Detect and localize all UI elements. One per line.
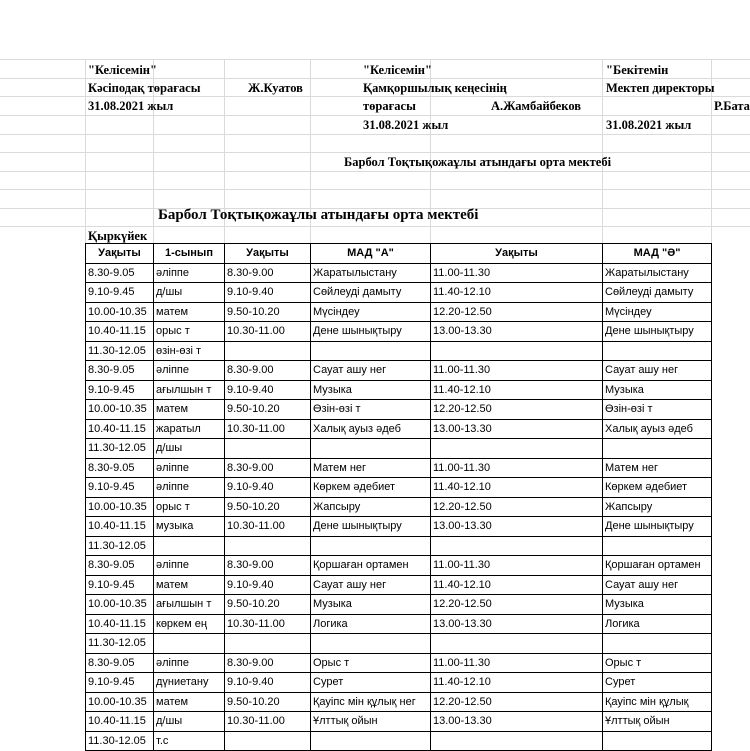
cell-group-a: Музыка: [311, 380, 431, 400]
cell-time-1: 11.30-12.05: [86, 731, 154, 751]
school-name-title: Барбол Тоқтықожаұлы атындағы орта мектебі: [158, 207, 479, 223]
header-time-2: Уақыты: [225, 244, 311, 264]
cell-time-1: 8.30-9.05: [86, 653, 154, 673]
header-group-ae: МАД "Ә": [603, 244, 712, 264]
approval-left-name: Ж.Куатов: [248, 81, 303, 95]
cell-class-1: орыс т: [154, 322, 225, 342]
cell-class-1: әліппе: [154, 458, 225, 478]
cell-group-ae: Дене шынықтыру: [603, 517, 712, 537]
cell-group-ae: [603, 731, 712, 751]
cell-group-a: Сөйлеудi дамыту: [311, 283, 431, 303]
cell-class-1: матем: [154, 692, 225, 712]
cell-group-a: Көркем әдебиет: [311, 478, 431, 498]
cell-class-1: ағылшын т: [154, 380, 225, 400]
cell-group-a: Қоршаған ортамен: [311, 556, 431, 576]
schedule-body: [86, 263, 712, 751]
cell-group-a: Сауат ашу нег: [311, 361, 431, 381]
table-row: [86, 419, 712, 439]
cell-class-1: д/шы: [154, 283, 225, 303]
cell-time-2: [225, 439, 311, 459]
cell-time-2: 9.50-10.20: [225, 595, 311, 615]
cell-time-3: [431, 439, 603, 459]
approval-middle-position-line2: төрағасы: [363, 99, 416, 113]
cell-time-1: 11.30-12.05: [86, 341, 154, 361]
table-row: [86, 653, 712, 673]
cell-group-ae: Қоршаған ортамен: [603, 556, 712, 576]
table-row: [86, 731, 712, 751]
cell-time-2: 8.30-9.00: [225, 653, 311, 673]
approval-left-position: Кәсіподақ төрағасы: [88, 81, 201, 95]
cell-class-1: дүниетану: [154, 673, 225, 693]
cell-group-a: Сурет: [311, 673, 431, 693]
cell-time-2: 10.30-11.00: [225, 419, 311, 439]
cell-group-ae: Қауіпс мін құлық: [603, 692, 712, 712]
table-row: [86, 517, 712, 537]
cell-time-1: 9.10-9.45: [86, 283, 154, 303]
cell-group-ae: [603, 439, 712, 459]
cell-class-1: [154, 536, 225, 556]
cell-time-1: 8.30-9.05: [86, 263, 154, 283]
cell-group-a: Қауіпс мін құлық нег: [311, 692, 431, 712]
cell-time-2: 9.10-9.40: [225, 380, 311, 400]
cell-group-ae: Логика: [603, 614, 712, 634]
approval-right-position: Мектеп директоры: [606, 81, 715, 95]
cell-time-3: 13.00-13.30: [431, 419, 603, 439]
cell-time-1: 10.00-10.35: [86, 400, 154, 420]
cell-time-1: 10.00-10.35: [86, 595, 154, 615]
cell-class-1: жаратыл: [154, 419, 225, 439]
cell-class-1: орыс т: [154, 497, 225, 517]
cell-time-3: 12.20-12.50: [431, 595, 603, 615]
cell-time-1: 10.40-11.15: [86, 419, 154, 439]
cell-time-1: 10.40-11.15: [86, 517, 154, 537]
cell-time-3: [431, 731, 603, 751]
table-row: [86, 302, 712, 322]
cell-time-1: 9.10-9.45: [86, 380, 154, 400]
cell-group-ae: Сауат ашу нег: [603, 361, 712, 381]
header-class-1: 1-сынып: [154, 244, 225, 264]
cell-time-2: 10.30-11.00: [225, 517, 311, 537]
cell-time-2: 9.50-10.20: [225, 692, 311, 712]
cell-class-1: матем: [154, 302, 225, 322]
cell-class-1: т.с: [154, 731, 225, 751]
cell-time-1: 9.10-9.45: [86, 673, 154, 693]
cell-group-ae: [603, 341, 712, 361]
cell-time-2: 9.10-9.40: [225, 478, 311, 498]
approval-right-name: Р.Бата: [714, 99, 750, 113]
table-row: [86, 634, 712, 654]
cell-class-1: ағылшын т: [154, 595, 225, 615]
cell-time-3: 12.20-12.50: [431, 302, 603, 322]
approval-middle-date: 31.08.2021 жыл: [363, 118, 449, 132]
cell-time-1: 11.30-12.05: [86, 536, 154, 556]
table-row: [86, 575, 712, 595]
cell-group-ae: Халық ауыз әдеб: [603, 419, 712, 439]
cell-time-2: 8.30-9.00: [225, 458, 311, 478]
cell-time-1: 8.30-9.05: [86, 458, 154, 478]
table-row: [86, 712, 712, 732]
table-row: [86, 692, 712, 712]
cell-group-ae: Жаратылыстану: [603, 263, 712, 283]
approval-right-heading: "Бекітемін: [606, 63, 669, 77]
cell-group-ae: [603, 536, 712, 556]
cell-group-a: Мүсіндеу: [311, 302, 431, 322]
table-row: [86, 283, 712, 303]
table-row: [86, 263, 712, 283]
cell-time-2: 9.50-10.20: [225, 497, 311, 517]
cell-group-ae: Сурет: [603, 673, 712, 693]
cell-time-3: [431, 341, 603, 361]
cell-group-ae: Өзін-өзі т: [603, 400, 712, 420]
cell-time-3: 13.00-13.30: [431, 614, 603, 634]
cell-group-a: [311, 341, 431, 361]
cell-group-ae: Сауат ашу нег: [603, 575, 712, 595]
cell-time-2: [225, 341, 311, 361]
cell-time-1: 10.00-10.35: [86, 692, 154, 712]
cell-time-2: 8.30-9.00: [225, 361, 311, 381]
cell-class-1: музыка: [154, 517, 225, 537]
cell-class-1: әліппе: [154, 556, 225, 576]
cell-time-3: 11.00-11.30: [431, 361, 603, 381]
approval-middle-position-line1: Қамқоршылық кеңесінің: [363, 81, 507, 95]
cell-time-3: 11.40-12.10: [431, 673, 603, 693]
cell-time-3: 11.00-11.30: [431, 263, 603, 283]
cell-group-a: Дене шынықтыру: [311, 517, 431, 537]
cell-time-1: 11.30-12.05: [86, 439, 154, 459]
cell-time-1: 11.30-12.05: [86, 634, 154, 654]
cell-time-1: 10.40-11.15: [86, 614, 154, 634]
cell-class-1: матем: [154, 400, 225, 420]
cell-time-1: 9.10-9.45: [86, 575, 154, 595]
cell-group-ae: [603, 634, 712, 654]
cell-time-2: 9.50-10.20: [225, 400, 311, 420]
cell-group-ae: Матем нег: [603, 458, 712, 478]
cell-time-2: [225, 731, 311, 751]
table-row: [86, 400, 712, 420]
cell-time-3: 13.00-13.30: [431, 322, 603, 342]
cell-group-ae: Ұлттық ойын: [603, 712, 712, 732]
cell-group-a: [311, 439, 431, 459]
cell-group-a: Сауат ашу нег: [311, 575, 431, 595]
cell-time-2: 10.30-11.00: [225, 614, 311, 634]
cell-time-3: 12.20-12.50: [431, 692, 603, 712]
cell-class-1: әліппе: [154, 478, 225, 498]
cell-time-2: 8.30-9.00: [225, 556, 311, 576]
approval-right-date: 31.08.2021 жыл: [606, 118, 692, 132]
cell-time-3: 11.00-11.30: [431, 653, 603, 673]
cell-time-2: [225, 536, 311, 556]
header-row: [86, 244, 712, 264]
approval-left-heading: "Келісемін": [88, 63, 157, 77]
cell-time-3: 11.00-11.30: [431, 458, 603, 478]
table-row: [86, 458, 712, 478]
table-row: [86, 341, 712, 361]
cell-group-ae: Орыс т: [603, 653, 712, 673]
cell-time-3: 11.40-12.10: [431, 478, 603, 498]
cell-class-1: әліппе: [154, 653, 225, 673]
cell-class-1: әліппе: [154, 263, 225, 283]
cell-time-3: [431, 536, 603, 556]
cell-group-a: [311, 536, 431, 556]
cell-time-3: 11.40-12.10: [431, 575, 603, 595]
cell-group-a: Өзін-өзі т: [311, 400, 431, 420]
table-row: [86, 556, 712, 576]
cell-time-1: 10.40-11.15: [86, 712, 154, 732]
table-row: [86, 439, 712, 459]
cell-time-1: 10.00-10.35: [86, 302, 154, 322]
cell-time-3: 11.40-12.10: [431, 283, 603, 303]
approval-middle-name: А.Жамбайбеков: [491, 99, 582, 113]
table-row: [86, 536, 712, 556]
header-time-1: Уақыты: [86, 244, 154, 264]
cell-time-1: 10.40-11.15: [86, 322, 154, 342]
cell-class-1: матем: [154, 575, 225, 595]
cell-group-a: [311, 731, 431, 751]
table-row: [86, 673, 712, 693]
cell-group-a: Логика: [311, 614, 431, 634]
cell-time-2: [225, 634, 311, 654]
school-name-small: Барбол Тоқтықожаұлы атындағы орта мектебі: [344, 155, 612, 169]
cell-time-2: 9.10-9.40: [225, 283, 311, 303]
table-row: [86, 380, 712, 400]
header-time-3: Уақыты: [431, 244, 603, 264]
cell-time-3: 11.00-11.30: [431, 556, 603, 576]
cell-time-1: 8.30-9.05: [86, 556, 154, 576]
cell-time-1: 10.00-10.35: [86, 497, 154, 517]
table-row: [86, 361, 712, 381]
table-row: [86, 497, 712, 517]
cell-group-ae: Сөйлеудi дамыту: [603, 283, 712, 303]
cell-time-3: 12.20-12.50: [431, 400, 603, 420]
cell-group-ae: Мүсіндеу: [603, 302, 712, 322]
cell-class-1: өзін-өзі т: [154, 341, 225, 361]
cell-time-2: 9.10-9.40: [225, 575, 311, 595]
cell-class-1: д/шы: [154, 712, 225, 732]
schedule-table: [85, 243, 712, 751]
cell-group-ae: Көркем әдебиет: [603, 478, 712, 498]
month-label: Қыркүйек: [88, 229, 148, 243]
cell-time-2: 9.10-9.40: [225, 673, 311, 693]
cell-group-ae: Жапсыру: [603, 497, 712, 517]
cell-group-ae: Музыка: [603, 380, 712, 400]
cell-time-2: 10.30-11.00: [225, 712, 311, 732]
approval-middle-heading: "Келісемін": [363, 63, 432, 77]
cell-group-a: Жапсыру: [311, 497, 431, 517]
cell-group-a: [311, 634, 431, 654]
table-row: [86, 595, 712, 615]
cell-group-a: Музыка: [311, 595, 431, 615]
cell-class-1: д/шы: [154, 439, 225, 459]
cell-group-a: Жаратылыстану: [311, 263, 431, 283]
cell-group-a: Ұлттық ойын: [311, 712, 431, 732]
cell-group-ae: Дене шынықтыру: [603, 322, 712, 342]
cell-class-1: көркем ең: [154, 614, 225, 634]
cell-time-3: 13.00-13.30: [431, 712, 603, 732]
cell-time-2: 8.30-9.00: [225, 263, 311, 283]
header-group-a: МАД "А": [311, 244, 431, 264]
cell-group-ae: Музыка: [603, 595, 712, 615]
cell-time-3: 11.40-12.10: [431, 380, 603, 400]
cell-time-3: 12.20-12.50: [431, 497, 603, 517]
cell-time-3: 13.00-13.30: [431, 517, 603, 537]
cell-time-1: 8.30-9.05: [86, 361, 154, 381]
cell-time-2: 10.30-11.00: [225, 322, 311, 342]
table-row: [86, 478, 712, 498]
cell-group-a: Матем нег: [311, 458, 431, 478]
cell-class-1: [154, 634, 225, 654]
cell-group-a: Орыс т: [311, 653, 431, 673]
cell-time-3: [431, 634, 603, 654]
table-row: [86, 322, 712, 342]
cell-group-a: Дене шынықтыру: [311, 322, 431, 342]
table-row: [86, 614, 712, 634]
cell-time-2: 9.50-10.20: [225, 302, 311, 322]
approval-left-date: 31.08.2021 жыл: [88, 99, 174, 113]
cell-time-1: 9.10-9.45: [86, 478, 154, 498]
cell-class-1: әліппе: [154, 361, 225, 381]
cell-group-a: Халық ауыз әдеб: [311, 419, 431, 439]
